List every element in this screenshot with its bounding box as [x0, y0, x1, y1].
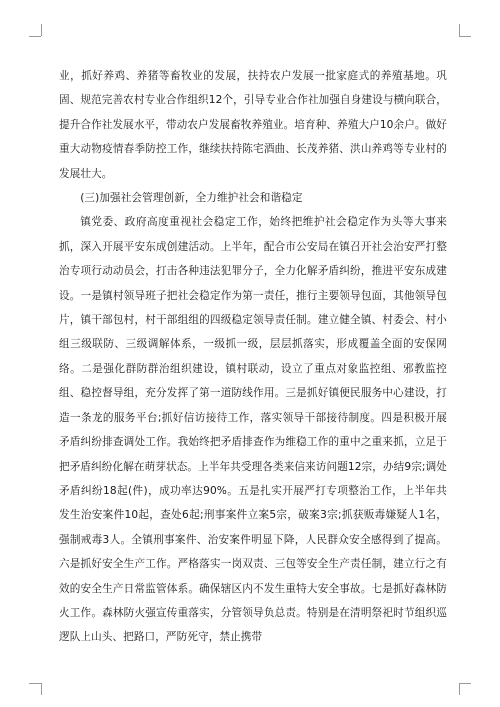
crop-mark-top-left-h [29, 36, 41, 37]
crop-mark-top-right-v [459, 24, 460, 36]
paragraph-livestock: 业，抓好养鸡、养猪等畜牧业的发展，扶持农户发展一批家庭式的养殖基地。巩固、规范完善农村专业合作组织12个，引导专业合作社加强自身建设与横向联合，提升合作社发展水平，带动农户发展畜牧养殖业。培育种、养殖大户10余户。做好重大动物疫情春季防控工作，继续扶持陈宅酒曲、长茂养猪、洪山养鸡等专业村的发展壮大。 [59, 70, 447, 180]
section-heading-social-management: (三)加强社会管理创新，全力维护社会和谐稳定 [80, 192, 303, 205]
crop-mark-top-right-h [459, 36, 471, 37]
paragraph-social-stability: 镇党委、政府高度重视社会稳定工作，始终把维护社会稳定作为头等大事来抓，深入开展平安东成创建活动。上半年，配合市公安局在镇召开社会治安严打整治专项行动动员会，打击各种违法犯罪分子，全力化解矛盾纠纷，推进平安东成建设。一是镇村领导班子把社会稳定作为第一责任，推行主要领导包面，其他领导包片，镇干部包村，村干部组组的四级稳定领导责任制。建立健全镇、村委会、村小组三级联防、三级调解体系，一级抓一级，层层抓落实，形成覆盖全面的安保网络。二是强化群防群治组织建设，镇村联动，设立了重点对象监控组、邪教监控组、稳控督导组，充分发挥了第一道防线作用。三是抓好镇便民服务中心建设，打造一条龙的服务平台;抓好信访接待工作，落实领导干部接待制度。四是积极开展矛盾纠纷排查调处工作。我始终把矛盾排查作为维稳工作的重中之重来抓，立足于把矛盾纠纷化解在萌芽状态。上半年共受理各类来信来访问题12宗，办结9宗;调处矛盾纠纷18起(件)，成功率达90%。五是扎实开展严打专项整治工作，上半年共发生治安案件10起，查处6起;刑事案件立案5宗，破案3宗;抓获贩毒嫌疑人1名，强制戒毒3人。全镇刑事案件、治安案件明显下降，人民群众安全感得到了提高。六是抓好安全生产工作。严格落实一岗双责、三包等安全生产责任制，建立行之有效的安全生产日常监管体系。确保辖区内不发生重特大安全事故。七是抓好森林防火工作。森林防火强宣传重落实，分管领导负总责。特别是在清明祭祀时节组织巡逻队上山头、把路口，严防死守，禁止携带 [59, 216, 447, 644]
crop-mark-bottom-left-v [41, 683, 42, 695]
crop-mark-bottom-left-h [29, 683, 41, 684]
document-body [59, 64, 447, 650]
crop-mark-bottom-right-v [459, 683, 460, 695]
crop-mark-top-left-v [41, 24, 42, 36]
crop-mark-bottom-right-h [459, 683, 471, 684]
